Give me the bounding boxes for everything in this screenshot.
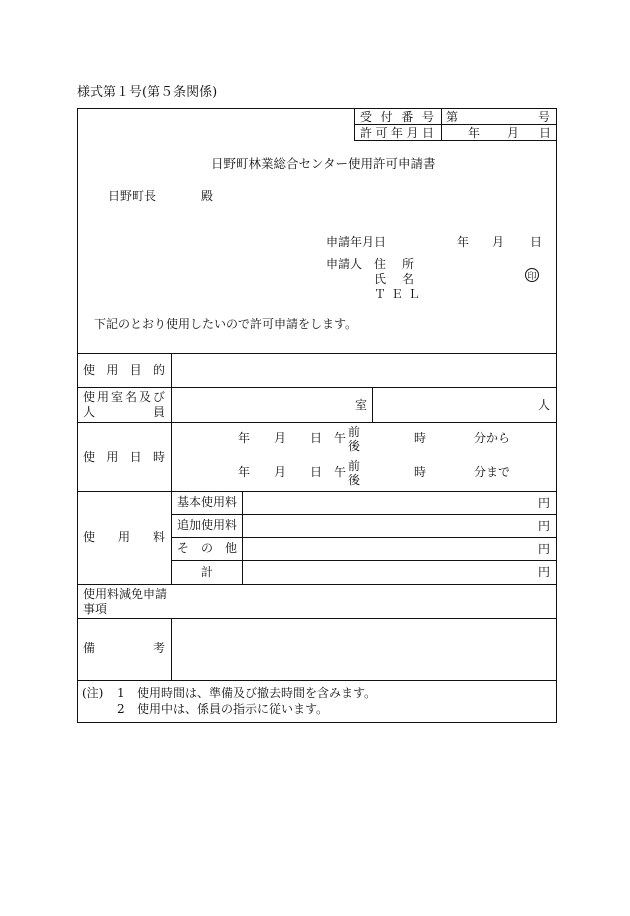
rule-fee-row2 xyxy=(171,514,557,515)
form-title: 日野町林業総合センター使用許可申請書 xyxy=(211,156,436,171)
start-hour-unit: 時 xyxy=(414,431,427,445)
receipt-number-prefix: 第 xyxy=(446,110,459,124)
note-2-number: 2 xyxy=(117,702,125,716)
start-ampm-choice xyxy=(348,425,360,453)
start-month-unit: 月 xyxy=(274,431,287,445)
fee-basic-unit: 円 xyxy=(538,496,551,510)
fee-item-basic: 基本使用料 xyxy=(177,495,238,509)
permit-date-label: 許 可 年 月 日 xyxy=(360,126,434,140)
rule-room-top xyxy=(77,387,557,388)
note-1-text: 使用時間は、準備及び撤去時間を含みます。 xyxy=(137,686,377,700)
fee-item-divider xyxy=(242,491,243,584)
fee-additional-unit: 円 xyxy=(538,519,551,533)
room-name-field[interactable] xyxy=(176,390,356,420)
fee-other-amount-field[interactable] xyxy=(250,540,530,558)
datetime-label: 使 用 日 時 xyxy=(83,450,165,464)
addressee-name: 日野町長 xyxy=(108,189,157,203)
intro-text: 下記のとおり使用したいので許可申請をします。 xyxy=(94,317,358,331)
note-1-number: 1 xyxy=(117,686,125,700)
purpose-field[interactable] xyxy=(180,358,550,384)
label-column-divider-upper xyxy=(171,353,172,584)
tel-label: ＴＥＬ xyxy=(374,287,426,301)
receipt-box-middle-line xyxy=(354,124,557,125)
receipt-box-bottom-line xyxy=(354,140,557,141)
end-ampm-choice xyxy=(348,459,360,487)
rule-datetime-top xyxy=(77,422,557,423)
rule-remarks-top xyxy=(77,618,557,619)
permit-year-unit: 年 xyxy=(468,126,481,140)
end-hour-unit: 時 xyxy=(414,465,427,479)
permit-month-unit: 月 xyxy=(507,126,520,140)
address-label: 住 所 xyxy=(374,257,417,271)
start-day-unit: 日 xyxy=(310,431,323,445)
application-month-unit: 月 xyxy=(492,235,505,249)
fee-basic-amount-field[interactable] xyxy=(250,494,530,512)
application-year-unit: 年 xyxy=(457,235,470,249)
remarks-label: 備 考 xyxy=(83,641,165,655)
form-number: 様式第１号(第５条関係) xyxy=(77,85,218,100)
end-until: 分まで xyxy=(474,465,511,479)
receipt-number-suffix: 号 xyxy=(538,110,551,124)
start-pm: 後 xyxy=(348,439,361,453)
application-date-label: 申請年月日 xyxy=(326,235,387,249)
fee-total-amount-field[interactable] xyxy=(250,563,530,581)
end-day-unit: 日 xyxy=(310,465,323,479)
end-year-unit: 年 xyxy=(238,465,251,479)
end-month-unit: 月 xyxy=(274,465,287,479)
start-from: 分から xyxy=(474,431,511,445)
fee-item-total: 計 xyxy=(201,565,214,579)
fee-item-additional: 追加使用料 xyxy=(177,518,238,532)
remarks-field[interactable] xyxy=(180,623,550,675)
seal-mark: 印 xyxy=(525,268,539,282)
end-pm: 後 xyxy=(348,473,361,487)
label-column-divider-remarks xyxy=(171,618,172,680)
room-unit: 室 xyxy=(355,398,368,412)
application-day-unit: 日 xyxy=(530,235,543,249)
fee-other-unit: 円 xyxy=(538,542,551,556)
applicant-label: 申請人 xyxy=(326,257,363,271)
end-am: 前 xyxy=(348,459,361,473)
addressee-honorific: 殿 xyxy=(201,189,214,203)
permit-day-unit: 日 xyxy=(539,126,552,140)
fee-total-unit: 円 xyxy=(538,565,551,579)
reduction-field[interactable] xyxy=(180,589,550,615)
name-label: 氏 名 xyxy=(374,272,417,286)
rule-fee-row3 xyxy=(171,537,557,538)
notes-prefix: (注) xyxy=(82,686,104,700)
note-2-text: 使用中は、係員の指示に従います。 xyxy=(137,702,329,716)
rule-purpose-top xyxy=(77,353,557,354)
fee-label: 使 用 料 xyxy=(83,530,165,544)
fee-additional-amount-field[interactable] xyxy=(250,517,530,535)
rule-reduction-top xyxy=(77,584,557,585)
people-count-field[interactable] xyxy=(378,390,528,420)
room-people-divider xyxy=(372,387,373,422)
end-ampm-noon: 午 xyxy=(334,465,347,479)
reduction-label-line1: 使用料減免申請 xyxy=(83,587,168,601)
room-label-line2: 人 員 xyxy=(83,405,165,419)
receipt-number-label: 受 付 番 号 xyxy=(360,110,434,124)
start-ampm-noon: 午 xyxy=(334,431,347,445)
fee-item-other: そ の 他 xyxy=(177,541,237,555)
reduction-label-line2: 事項 xyxy=(83,602,108,616)
rule-fee-row4 xyxy=(171,560,557,561)
people-unit: 人 xyxy=(538,398,551,412)
purpose-label: 使 用 目 的 xyxy=(83,363,165,377)
start-am: 前 xyxy=(348,425,361,439)
rule-notes-top xyxy=(77,680,557,681)
start-year-unit: 年 xyxy=(238,431,251,445)
room-label-line1: 使 用 室 名 及 び xyxy=(83,390,165,404)
rule-fee-top xyxy=(77,491,557,492)
